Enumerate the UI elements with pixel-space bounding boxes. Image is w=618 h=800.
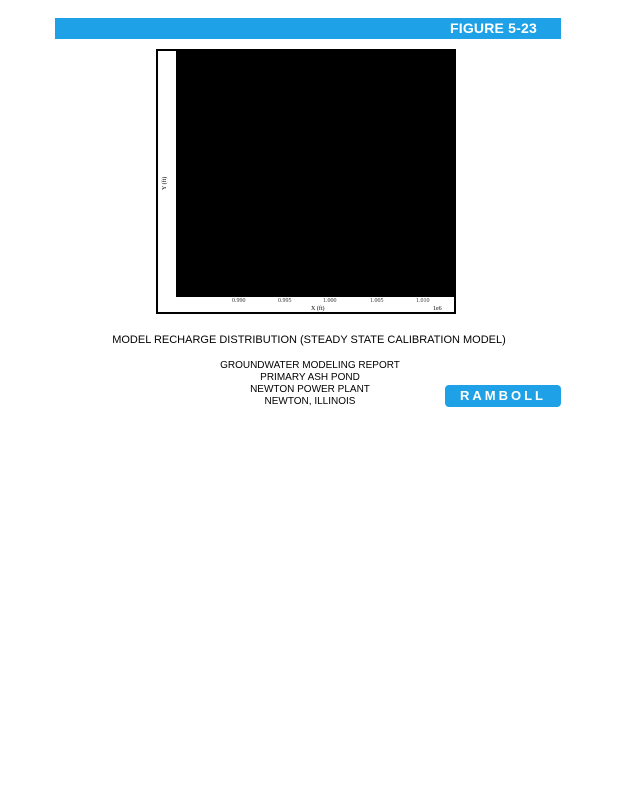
x-axis-label: X (ft) [311,306,325,312]
x-axis-scale-label: 1e6 [433,306,442,312]
y-axis-label: Y (ft) [162,176,168,190]
figure-label: FIGURE 5-23 [450,20,537,36]
report-location: NEWTON, ILLINOIS [264,396,356,407]
figure-header-bar [55,18,561,39]
report-info [200,360,420,408]
x-tick-label: 1.010 [416,298,430,304]
x-tick-label: 1.005 [370,298,384,304]
x-tick-label: 0.990 [232,298,246,304]
plot-area [176,49,454,297]
x-tick-label: 0.995 [278,298,292,304]
report-plant: NEWTON POWER PLANT [250,384,370,395]
report-title: GROUNDWATER MODELING REPORT [220,360,400,371]
report-site: PRIMARY ASH POND [260,372,360,383]
x-tick-label: 1.000 [323,298,337,304]
figure-caption: MODEL RECHARGE DISTRIBUTION (STEADY STATE CALIBRATION MODEL) [112,334,506,346]
ramboll-logo: RAMBOLL [445,385,561,407]
